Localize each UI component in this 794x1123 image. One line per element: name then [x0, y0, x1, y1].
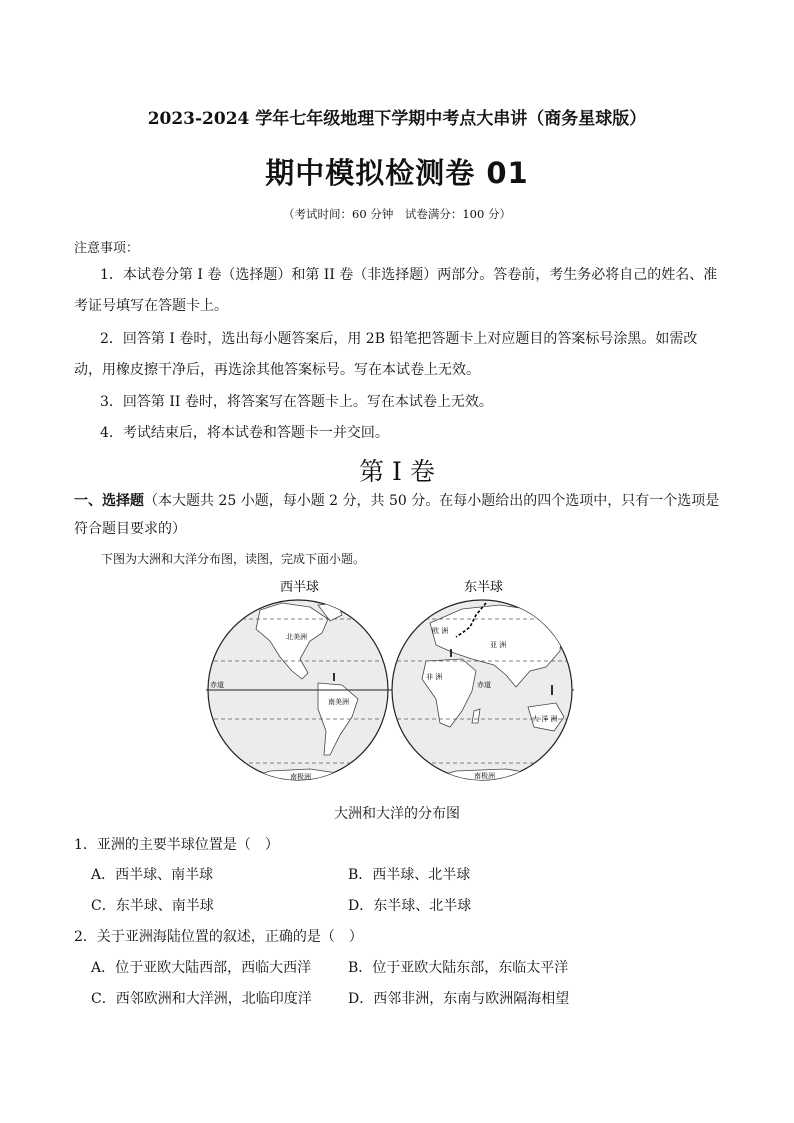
option-b[interactable]: B．位于亚欧大陆东部，东临太平洋: [348, 960, 569, 976]
option-c[interactable]: C．西邻欧洲和大洋洲，北临印度洋: [91, 991, 312, 1007]
option-d[interactable]: D．西邻非洲，东南与欧洲隔海相望: [348, 991, 570, 1007]
option-b[interactable]: B．西半球、北半球: [348, 867, 471, 883]
europe-label: 欧 洲: [432, 627, 449, 635]
figure-caption: 大洲和大洋的分布图: [334, 806, 460, 822]
antarctica-w-label: 南极洲: [290, 773, 311, 781]
section-title: 第 I 卷: [359, 457, 435, 486]
note-item: 2．回答第 I 卷时，选出每小题答案后，用 2B 铅笔把答题卡上对应题目的答案标号涂黑。如需改动，用橡皮擦干净后，再选涂其他答案标号。写在本试卷上无效。: [74, 331, 698, 378]
note-item: 3．回答第 II 卷时，将答案写在答题卡上。写在本试卷上无效。: [100, 394, 493, 410]
figure-lead: 下图为大洲和大洋分布图，读图，完成下面小题。: [101, 552, 366, 566]
part-instructions: [74, 487, 724, 543]
exam-subtitle: 2023-2024 学年七年级地理下学期中考点大串讲（商务星球版）: [147, 109, 647, 129]
east-equator-label: 赤道: [477, 681, 491, 689]
question-stem: 2．关于亚洲海陆位置的叙述，正确的是（ ）: [74, 929, 363, 945]
east-hemisphere-label: 东半球: [464, 580, 504, 595]
antarctica-e-label: 南极洲: [474, 772, 495, 780]
option-c[interactable]: C．东半球、南半球: [91, 898, 214, 914]
question-stem: 1．亚洲的主要半球位置是（ ）: [74, 837, 279, 853]
option-a[interactable]: A．位于亚欧大陆西部，西临大西洋: [91, 960, 312, 976]
equator-label: 赤道: [210, 681, 224, 689]
hemispheres-map: [200, 575, 580, 800]
notes-heading: 注意事项：: [74, 241, 140, 256]
note-item: 1．本试卷分第 I 卷（选择题）和第 II 卷（非选择题）两部分。答卷前，考生务必将自己的姓名、准考证号填写在答题卡上。: [74, 267, 718, 314]
option-d[interactable]: D．东半球、北半球: [348, 898, 472, 914]
option-a[interactable]: A．西半球、南半球: [91, 867, 214, 883]
oceania-label: 大 洋 洲: [532, 715, 558, 723]
exam-meta: （考试时间：60 分钟 试卷满分：100 分）: [283, 207, 511, 221]
asia-label: 亚 洲: [490, 641, 507, 649]
west-hemisphere-label: 西半球: [280, 580, 320, 595]
note-item: 4．考试结束后，将本试卷和答题卡一并交回。: [100, 425, 389, 441]
part-label: 一、选择题: [74, 493, 144, 509]
africa-label: 非 洲: [426, 673, 443, 681]
exam-title: 期中模拟检测卷 01: [265, 156, 529, 190]
north-america-label: 北美洲: [286, 633, 307, 641]
south-america-label: 南美洲: [328, 698, 349, 706]
part-desc: （本大题共 25 小题，每小题 2 分，共 50 分。在每小题给出的四个选项中，只有一个选项是符合题目要求的）: [74, 493, 720, 537]
